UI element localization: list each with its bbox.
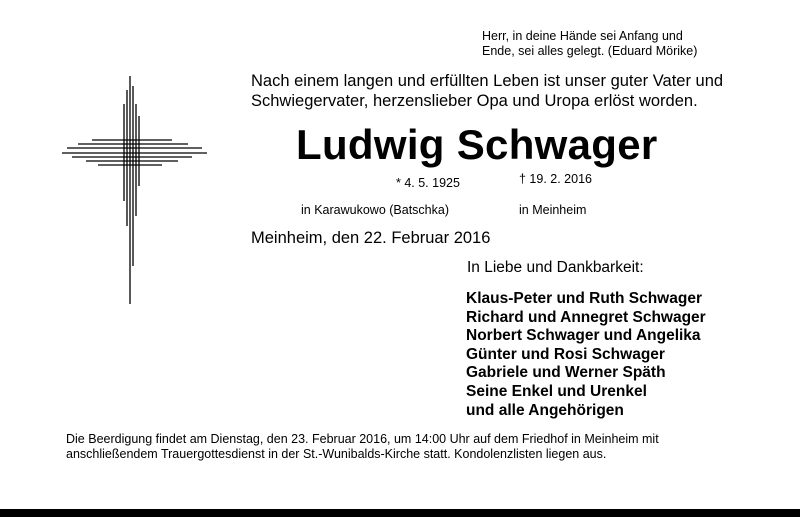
intro-text <box>251 71 723 111</box>
family-member: und alle Angehörigen <box>466 401 624 419</box>
quote-line-1: Herr, in deine Hände sei Anfang und <box>482 29 683 43</box>
funeral-line-1: Die Beerdigung findet am Dienstag, den 23. Februar 2016, um 14:00 Uhr auf dem Friedhof in Meinheim mit <box>66 432 659 446</box>
death-place: in Meinheim <box>519 203 587 217</box>
quote-line-2: Ende, sei alles gelegt. (Eduard Mörike) <box>482 44 698 58</box>
birth-date: * 4. 5. 1925 <box>396 176 460 190</box>
family-member: Günter und Rosi Schwager <box>466 345 665 363</box>
funeral-line-2: anschließendem Trauergottesdienst in der St.-Wunibalds-Kirche statt. Kondolenzlisten liegen aus. <box>66 447 607 461</box>
bottom-border <box>0 509 800 517</box>
family-member: Klaus-Peter und Ruth Schwager <box>466 290 702 307</box>
deceased-name: Ludwig Schwager <box>296 121 658 168</box>
funeral-info <box>66 432 746 462</box>
family-member: Richard und Annegret Schwager <box>466 308 706 326</box>
intro-line-2: Schwiegervater, herzenslieber Opa und Uropa erlöst worden. <box>251 92 698 110</box>
place-and-date: Meinheim, den 22. Februar 2016 <box>251 229 491 247</box>
family-list <box>466 290 706 420</box>
cross-icon <box>62 76 207 304</box>
family-member: Seine Enkel und Urenkel <box>466 382 647 400</box>
birth-place: in Karawukowo (Batschka) <box>301 203 449 217</box>
intro-line-1: Nach einem langen und erfüllten Leben ist unser guter Vater und <box>251 72 724 90</box>
scripture-quote <box>482 29 697 59</box>
death-date: † 19. 2. 2016 <box>519 172 592 186</box>
family-member: Norbert Schwager und Angelika <box>466 327 701 345</box>
family-member: Gabriele und Werner Späth <box>466 364 666 382</box>
thanks-heading: In Liebe und Dankbarkeit: <box>467 259 644 276</box>
